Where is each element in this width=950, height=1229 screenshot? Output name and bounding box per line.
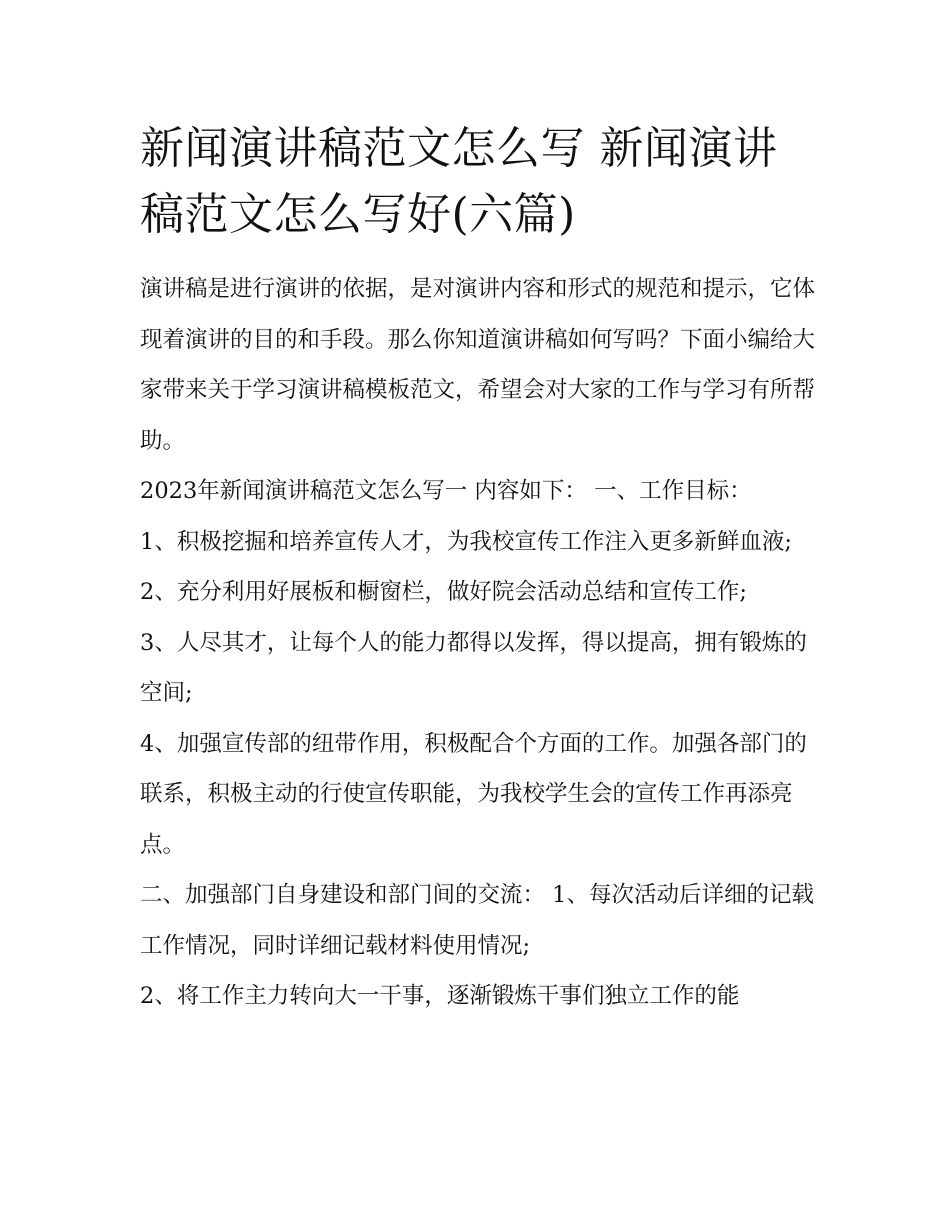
paragraph-goal-1: 1、积极挖掘和培养宣传人才，为我校宣传工作注入更多新鲜血液; <box>140 528 792 555</box>
paragraph-goal-3: 3、人尽其才，让每个人的能力都得以发挥，得以提高，拥有锻炼的空间; <box>140 629 807 706</box>
paragraph-section-heading: 2023年新闻演讲稿范文怎么写一 内容如下： 一、工作目标： <box>140 478 752 504</box>
document-title: 新闻演讲稿范文怎么写 新闻演讲稿范文怎么写好(六篇) <box>140 123 778 240</box>
paragraph-section-two: 二、加强部门自身建设和部门间的交流： 1、每次活动后详细的记载工作情况，同时详细记载材料使用情况; <box>140 882 814 959</box>
paragraph-list <box>140 264 815 1022</box>
document-body <box>140 116 815 1022</box>
paragraph-goal-2: 2、充分利用好展板和橱窗栏，做好院会活动总结和宣传工作; <box>140 579 747 605</box>
paragraph-goal-4: 4、加强宣传部的纽带作用，积极配合个方面的工作。加强各部门的联系，积极主动的行使宣传职能，为我校学生会的宣传工作再添亮点。 <box>140 730 807 858</box>
paragraph-intro: 演讲稿是进行演讲的依据，是对演讲内容和形式的规范和提示，它体现着演讲的目的和手段。那么你知道演讲稿如何写吗？下面小编给大家带来关于学习演讲稿模板范文，希望会对大家的工作与学习有所帮助。 <box>140 276 816 454</box>
paragraph-item-2: 2、将工作主力转向大一干事，逐渐锻炼干事们独立工作的能 <box>140 983 740 1009</box>
